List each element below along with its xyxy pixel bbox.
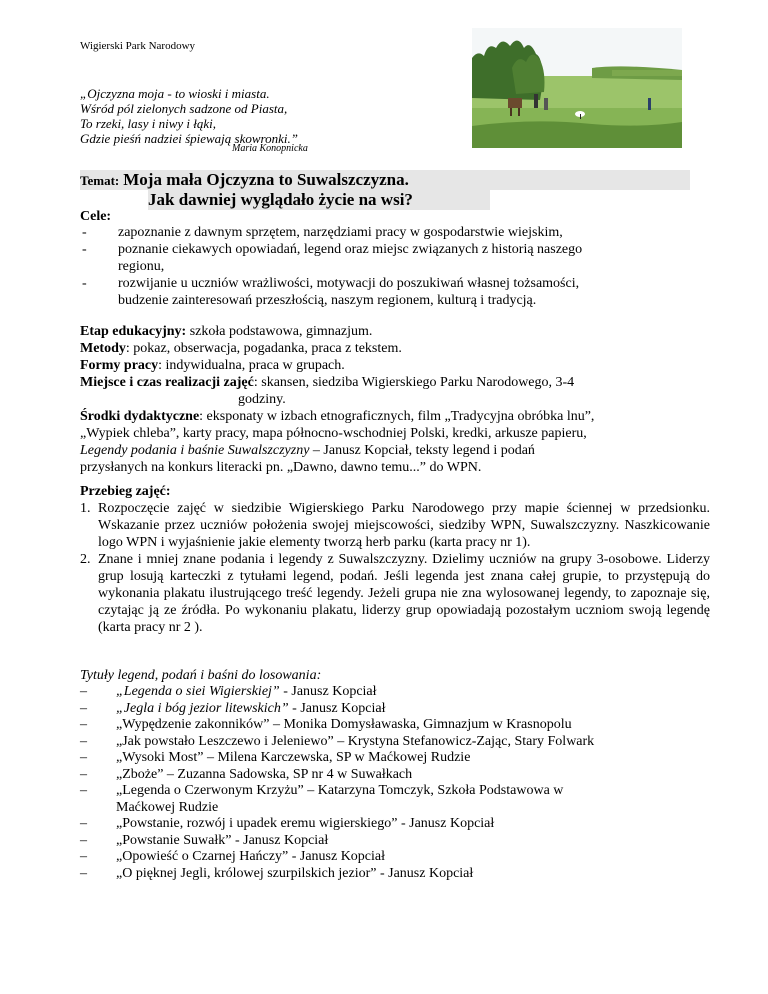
info-label: Etap edukacyjny: <box>80 324 187 339</box>
legend-dash: – <box>80 783 87 798</box>
goal-text: poznanie ciekawych opowiadań, legend oraz miejsc związanych z historią naszego <box>118 242 583 257</box>
info-label: Miejsce i czas realizacji zajęć <box>80 375 254 390</box>
book-title: Legendy podania i baśnie Suwalszczyzny <box>80 443 310 458</box>
legends-list <box>80 684 720 882</box>
step-text: Znane i mniej znane podania i legendy z Suwalszczyzny. Dzielimy uczniów na grupy 3-osobowe. Liderzy grup losują karteczki z tytułami legend, podań. Jeśli legenda jest znana całej grupie, to przystępują do wykonania plakatu ilustrującego treść legendy. Jeżeli grupa nie zna wylosowanej legendy, to zapoznaje się, czytając ją ze źródła. Po wykonaniu plakatu, liderzy grup opowiadają pozostałym uczniom swoją legendę (karta pracy nr 2 ). <box>98 552 710 635</box>
info-formy <box>80 357 705 374</box>
steps-list <box>80 500 710 636</box>
step-item <box>80 551 710 636</box>
legend-item <box>80 849 720 866</box>
legend-item <box>80 684 720 701</box>
topic-subtitle: Jak dawniej wyglądało życie na wsi? <box>148 190 413 209</box>
legend-dash: – <box>80 849 87 864</box>
legend-item <box>80 833 720 850</box>
legend-author: - Janusz Kopciał <box>288 849 386 864</box>
info-srodki <box>80 408 705 425</box>
goal-text: budzenie zainteresowań przeszłością, naszym regionem, kulturą i tradycją. <box>118 293 537 308</box>
goals-title: Cele: <box>80 209 112 224</box>
info-miejsce-cont: godziny. <box>238 392 286 407</box>
goal-text: rozwijanie u uczniów wrażliwości, motywacji do poszukiwań własnej tożsamości, <box>118 276 580 291</box>
poem-line: Gdzie pieśń nadziei śpiewają skowronki.” <box>80 131 298 146</box>
goal-dash: - <box>82 276 87 291</box>
goals-list <box>80 224 720 309</box>
step-item <box>80 500 710 551</box>
legend-dash: – <box>80 816 87 831</box>
legend-title: „Powstanie, rozwój i upadek eremu wigierskiego” <box>116 816 398 831</box>
rural-landscape-image <box>472 28 682 148</box>
topic-line-2 <box>148 190 490 210</box>
legend-title: „Wypędzenie zakonników” <box>116 717 270 732</box>
topic-title: Moja mała Ojczyzna to Suwalszczyzna. <box>123 170 409 189</box>
legend-author: – Milena Karczewska, SP w Maćkowej Rudzie <box>203 750 471 765</box>
topic-line-1 <box>80 170 690 190</box>
legend-item <box>80 866 720 883</box>
poem-line: Wśród pól zielonych sadzone od Piasta, <box>80 101 288 116</box>
info-value: : pokaz, obserwacja, pogadanka, praca z tekstem. <box>125 341 402 356</box>
legend-author-cont: Maćkowej Rudzie <box>116 799 219 815</box>
legend-title: „Zboże” <box>116 766 164 782</box>
legend-dash: – <box>80 684 87 699</box>
legend-dash: – <box>80 700 87 716</box>
legend-title: „Jak powstało Leszczewo i Jeleniewo” <box>116 733 334 749</box>
legend-author: - Janusz Kopciał <box>279 684 377 699</box>
legend-title: „Powstanie Suwałk” <box>116 832 232 848</box>
legend-dash: – <box>80 733 87 749</box>
legend-author: – Monika Domysławaska, Gimnazjum w Krasnopolu <box>269 717 572 732</box>
legend-author: – Krystyna Stefanowicz-Zając, Stary Folwark <box>333 733 595 749</box>
legend-dash: – <box>80 832 87 848</box>
legend-author: - Janusz Kopciał <box>376 865 474 881</box>
info-value: : indywidualna, praca w grupach. <box>158 358 345 373</box>
legend-item <box>80 767 720 784</box>
rural-photo <box>472 28 682 148</box>
info-srodki-line2: „Wypiek chleba”, karty pracy, mapa północno-wschodniej Polski, kredki, arkusze papieru, <box>80 426 587 441</box>
goal-dash: - <box>82 242 87 257</box>
info-value: szkoła podstawowa, gimnazjum. <box>186 324 373 339</box>
goal-text: regionu, <box>118 259 165 274</box>
goal-item <box>80 275 720 309</box>
legend-item <box>80 816 720 833</box>
poem-line: „Ojczyzna moja - to wioski i miasta. <box>80 86 270 101</box>
legend-item <box>80 701 720 718</box>
info-label: Metody <box>80 341 126 356</box>
legend-author: - Janusz Kopciał <box>288 700 386 716</box>
step-number: 2. <box>80 552 91 567</box>
poem <box>80 86 298 146</box>
legend-author: – Katarzyna Tomczyk, Szkoła Podstawowa w <box>303 783 564 798</box>
info-label: Środki dydaktyczne <box>80 409 200 424</box>
step-text: Rozpoczęcie zajęć w siedzibie Wigierskiego Parku Narodowego przy mapie ściennej w przedsionku. Wskazanie przez uczniów położenia swojej miejscowości, siedziby WPN, Suwalszczyzny. Naszkicowanie logo WPN i wyjaśnienie jakie elementy tworzą herb parku (karta pracy nr 1). <box>98 501 710 550</box>
legend-item <box>80 783 720 816</box>
legend-item <box>80 750 720 767</box>
lesson-info <box>80 323 705 476</box>
goal-item <box>80 224 720 241</box>
legend-title: „Jegla i bóg jezior litewskich” <box>116 700 289 716</box>
legend-dash: – <box>80 717 87 732</box>
legend-author: - Janusz Kopciał <box>231 832 329 848</box>
legend-title: „Wysoki Most” <box>116 750 204 765</box>
info-srodki-line3 <box>80 442 705 459</box>
legend-title: „Legenda o siei Wigierskiej” <box>116 684 280 699</box>
info-etap <box>80 323 705 340</box>
step-number: 1. <box>80 501 91 516</box>
legend-dash: – <box>80 865 87 881</box>
przebieg-title: Przebieg zajęć: <box>80 484 171 499</box>
info-miejsce <box>80 374 705 391</box>
goal-text: zapoznanie z dawnym sprzętem, narzędziami pracy w gospodarstwie wiejskim, <box>118 225 563 240</box>
info-value: : skansen, siedziba Wigierskiego Parku Narodowego, 3-4 <box>253 375 575 390</box>
topic-prefix: Temat: <box>80 173 120 188</box>
legend-item <box>80 717 720 734</box>
legend-title: „Legenda o Czerwonym Krzyżu” <box>116 783 304 798</box>
legends-title: Tytuły legend, podań i baśni do losowania: <box>80 668 322 683</box>
header-org: Wigierski Park Narodowy <box>80 40 196 52</box>
info-label: Formy pracy <box>80 358 159 373</box>
topic-block <box>80 170 690 210</box>
info-value: : eksponaty w izbach etnograficznych, film „Tradycyjna obróbka lnu”, <box>199 409 595 424</box>
legend-author: – Zuzanna Sadowska, SP nr 4 w Suwałkach <box>163 766 413 782</box>
legend-dash: – <box>80 766 87 782</box>
info-metody <box>80 340 705 357</box>
info-srodki-line4: przysłanych na konkurs literacki pn. „Dawno, dawno temu...” do WPN. <box>80 460 482 475</box>
poem-author: Maria Konopnicka <box>232 143 308 154</box>
poem-line: To rzeki, lasy i niwy i łąki, <box>80 116 217 131</box>
legend-author: - Janusz Kopciał <box>397 816 495 831</box>
goal-item <box>80 241 720 275</box>
legend-title: „O pięknej Jegli, królowej szurpilskich jezior” <box>116 865 377 881</box>
goal-dash: - <box>82 225 87 240</box>
legend-title: „Opowieść o Czarnej Hańczy” <box>116 849 289 864</box>
legend-dash: – <box>80 750 87 765</box>
info-value: – Janusz Kopciał, teksty legend i podań <box>309 443 535 458</box>
legend-item <box>80 734 720 751</box>
